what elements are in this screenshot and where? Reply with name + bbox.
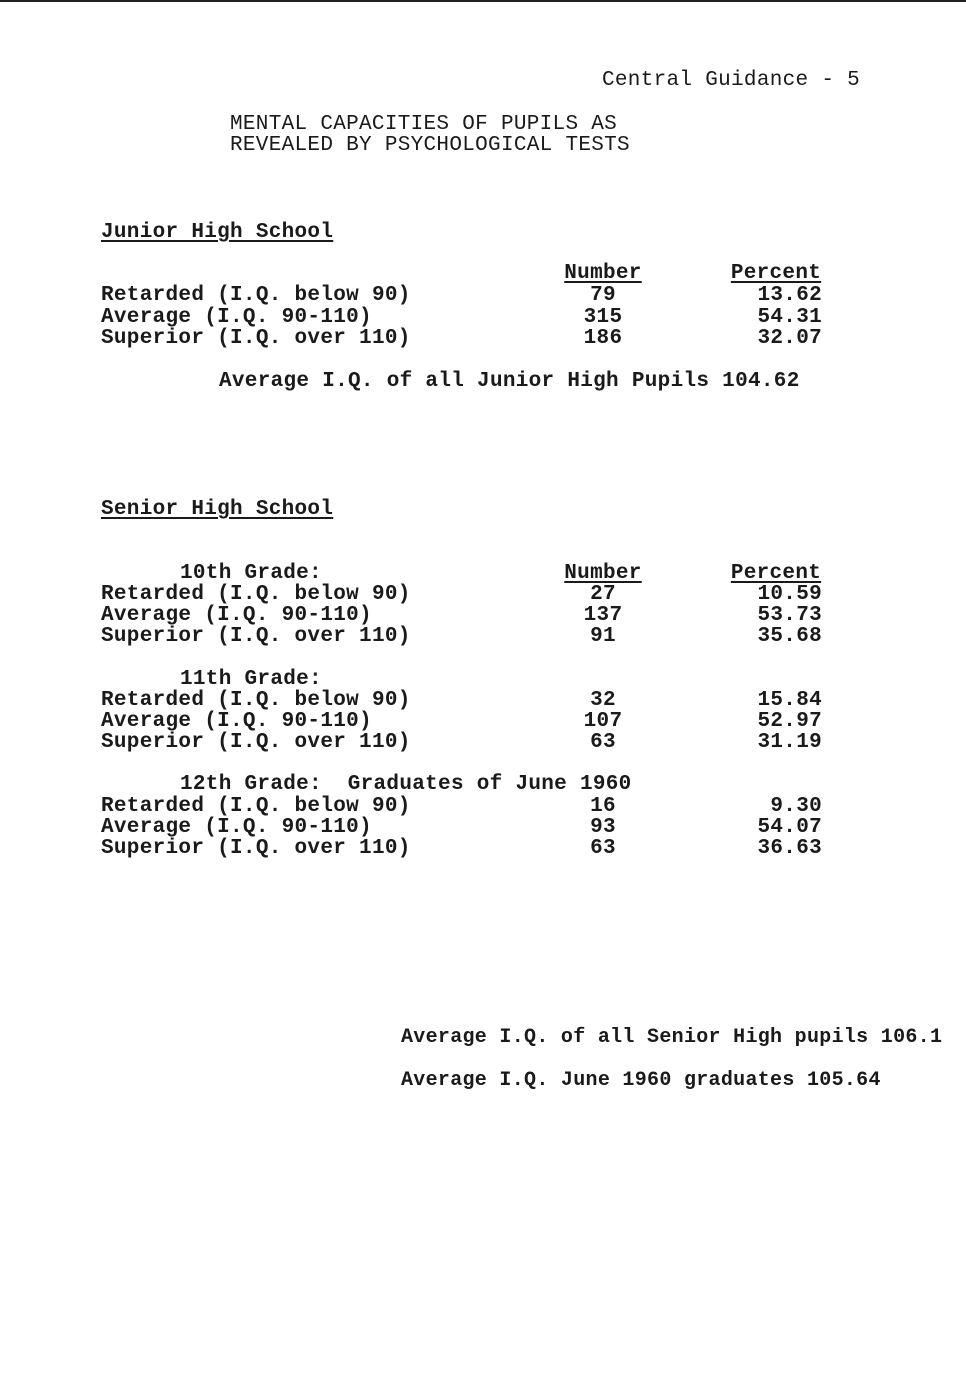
grade-12-row-label: Superior (I.Q. over 110): [101, 837, 411, 860]
grade-12-row-number: 63: [590, 837, 616, 860]
grade-12-row-number: 93: [590, 816, 616, 839]
junior-percent-header: Percent: [730, 262, 822, 285]
senior-number-header: Number: [564, 562, 642, 585]
grade-12-row-percent: 54.07: [757, 816, 822, 839]
grade-12-row-label: Retarded (I.Q. below 90): [101, 795, 411, 818]
grade-10-title: 10th Grade:: [180, 562, 322, 585]
grade-10-row-number: 91: [590, 625, 616, 648]
junior-row-label: Average (I.Q. 90-110): [101, 306, 372, 329]
grade-11-row-number: 63: [590, 731, 616, 754]
grade-11-row-label: Average (I.Q. 90-110): [101, 710, 372, 733]
top-border-line: [0, 0, 966, 2]
grade-10-row-percent: 10.59: [757, 583, 822, 606]
junior-high-heading: Junior High School: [101, 221, 334, 244]
grade-11-row-percent: 31.19: [757, 731, 822, 754]
grade-12-row-percent: 9.30: [770, 795, 822, 818]
junior-number-header: Number: [564, 262, 642, 285]
junior-row-label: Retarded (I.Q. below 90): [101, 284, 411, 307]
junior-row-percent: 13.62: [757, 284, 822, 307]
grade-12-row-percent: 36.63: [757, 837, 822, 860]
grade-10-row-number: 27: [590, 583, 616, 606]
junior-row-number: 315: [583, 306, 623, 329]
document-title-line-2: REVEALED BY PSYCHOLOGICAL TESTS: [230, 134, 630, 157]
grade-10-row-percent: 53.73: [757, 604, 822, 627]
grade-12-row-label: Average (I.Q. 90-110): [101, 816, 372, 839]
junior-row-label: Superior (I.Q. over 110): [101, 327, 411, 350]
junior-row-percent: 54.31: [757, 306, 822, 329]
page-header: Central Guidance - 5: [602, 69, 861, 92]
junior-row-number: 79: [590, 284, 616, 307]
grade-10-row-label: Average (I.Q. 90-110): [101, 604, 372, 627]
grade-12-row-number: 16: [590, 795, 616, 818]
grade-11-row-number: 107: [583, 710, 623, 733]
senior-average-iq: Average I.Q. of all Senior High pupils 106.1: [401, 1026, 943, 1049]
junior-average-iq: Average I.Q. of all Junior High Pupils 104.62: [219, 370, 800, 393]
senior-percent-header: Percent: [730, 562, 822, 585]
grade-11-row-percent: 15.84: [757, 689, 822, 712]
grade-10-row-percent: 35.68: [757, 625, 822, 648]
senior-high-heading: Senior High School: [101, 498, 334, 521]
grade-11-row-label: Superior (I.Q. over 110): [101, 731, 411, 754]
grade-11-row-label: Retarded (I.Q. below 90): [101, 689, 411, 712]
grade-10-row-label: Retarded (I.Q. below 90): [101, 583, 411, 606]
grade-10-row-number: 137: [583, 604, 623, 627]
graduates-average-iq: Average I.Q. June 1960 graduates 105.64: [401, 1069, 881, 1092]
grade-11-title: 11th Grade:: [180, 668, 322, 691]
grade-11-row-number: 32: [590, 689, 616, 712]
grade-12-title: 12th Grade: Graduates of June 1960: [180, 773, 632, 796]
document-title-line-1: MENTAL CAPACITIES OF PUPILS AS: [230, 113, 618, 136]
grade-11-row-percent: 52.97: [757, 710, 822, 733]
grade-10-row-label: Superior (I.Q. over 110): [101, 625, 411, 648]
junior-row-percent: 32.07: [757, 327, 822, 350]
junior-row-number: 186: [583, 327, 623, 350]
